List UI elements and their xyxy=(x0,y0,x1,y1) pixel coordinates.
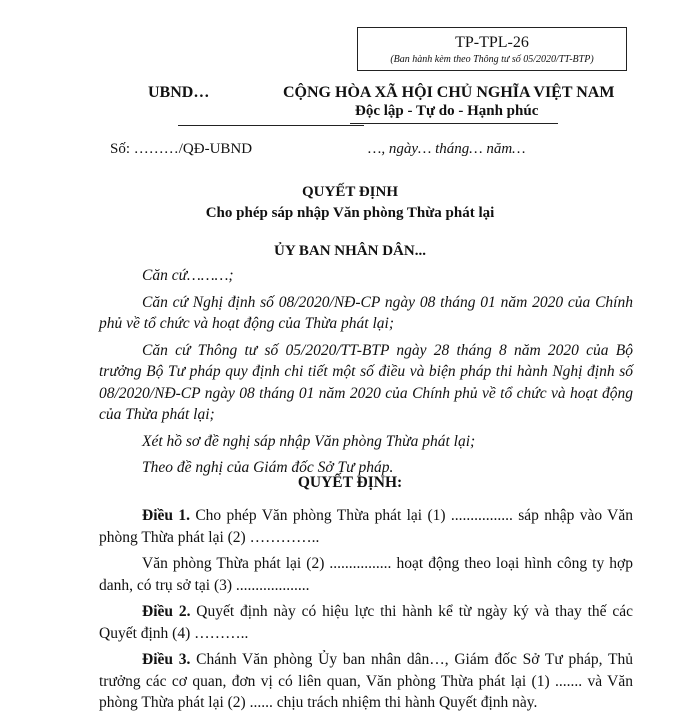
article-1-text: Cho phép Văn phòng Thừa phát lại (1) ................ sáp nhập vào Văn phòng Thừa phát lại (2) ………….. xyxy=(99,507,634,546)
article-2 xyxy=(99,601,633,644)
article-1 xyxy=(99,505,633,548)
preamble-item: Căn cứ………; xyxy=(142,267,234,284)
preamble-item: Căn cứ Nghị định số 08/2020/NĐ-CP ngày 08 tháng 01 năm 2020 của Chính phủ về tổ chức và hoạt động của Thừa phát lại; xyxy=(99,293,633,332)
article-2-label: Điều 2. xyxy=(142,603,191,620)
decision-heading: QUYẾT ĐỊNH: xyxy=(297,474,403,491)
agency-underline xyxy=(178,125,364,126)
national-motto: Độc lập - Tự do - Hạnh phúc xyxy=(355,103,539,119)
preamble-item: Căn cứ Thông tư số 05/2020/TT-BTP ngày 28 tháng 8 năm 2020 của Bộ trưởng Bộ Tư pháp quy định chi tiết một số điều và biện pháp thi hành Nghị định số 08/2020/NĐ-CP ngày 08 tháng 01 năm 2020 của Chính phủ về tổ chức và hoạt động của Thừa phát lại; xyxy=(99,341,633,423)
issuer-name: ỦY BAN NHÂN DÂN... xyxy=(274,243,426,259)
national-title: CỘNG HÒA XÃ HỘI CHỦ NGHĨA VIỆT NAM xyxy=(283,84,615,101)
form-code-box xyxy=(357,27,627,71)
preamble-item: Xét hồ sơ đề nghị sáp nhập Văn phòng Thừa phát lại; xyxy=(142,432,476,450)
motto-underline xyxy=(350,123,558,124)
article-2-text: Quyết định này có hiệu lực thi hành kể từ ngày ký và thay thế các Quyết định (4) ……….. xyxy=(99,603,633,642)
form-note: (Ban hành kèm theo Thông tư số 05/2020/TT-BTP) xyxy=(390,54,594,65)
preamble-item: Theo đề nghị của Giám đốc Sở Tư pháp. xyxy=(142,459,394,476)
article-3-label: Điều 3. xyxy=(142,651,191,668)
document-date: …, ngày… tháng… năm… xyxy=(368,141,526,157)
articles xyxy=(99,505,633,714)
document-number: Số: ………/QĐ-UBND xyxy=(110,141,253,157)
form-code: TP-TPL-26 xyxy=(455,34,529,51)
article-3 xyxy=(99,649,633,714)
document-subtitle: Cho phép sáp nhập Văn phòng Thừa phát lại xyxy=(205,205,495,221)
article-3-text: Chánh Văn phòng Ủy ban nhân dân…, Giám đốc Sở Tư pháp, Thủ trưởng các cơ quan, đơn vị có liên quan, Văn phòng Thừa phát lại (1) ....... và Văn phòng Thừa phát lại (2) ...... chịu trách nhiệm thi hành Quyết định này. xyxy=(99,651,633,711)
preamble xyxy=(99,265,633,479)
article-1-label: Điều 1. xyxy=(142,507,190,524)
article-1-paragraph-2: Văn phòng Thừa phát lại (2) ................ hoạt động theo loại hình công ty hợp danh, có trụ sở tại (3) ................... xyxy=(99,555,633,594)
document-title: QUYẾT ĐỊNH xyxy=(302,184,398,200)
agency-name: UBND… xyxy=(148,84,210,101)
